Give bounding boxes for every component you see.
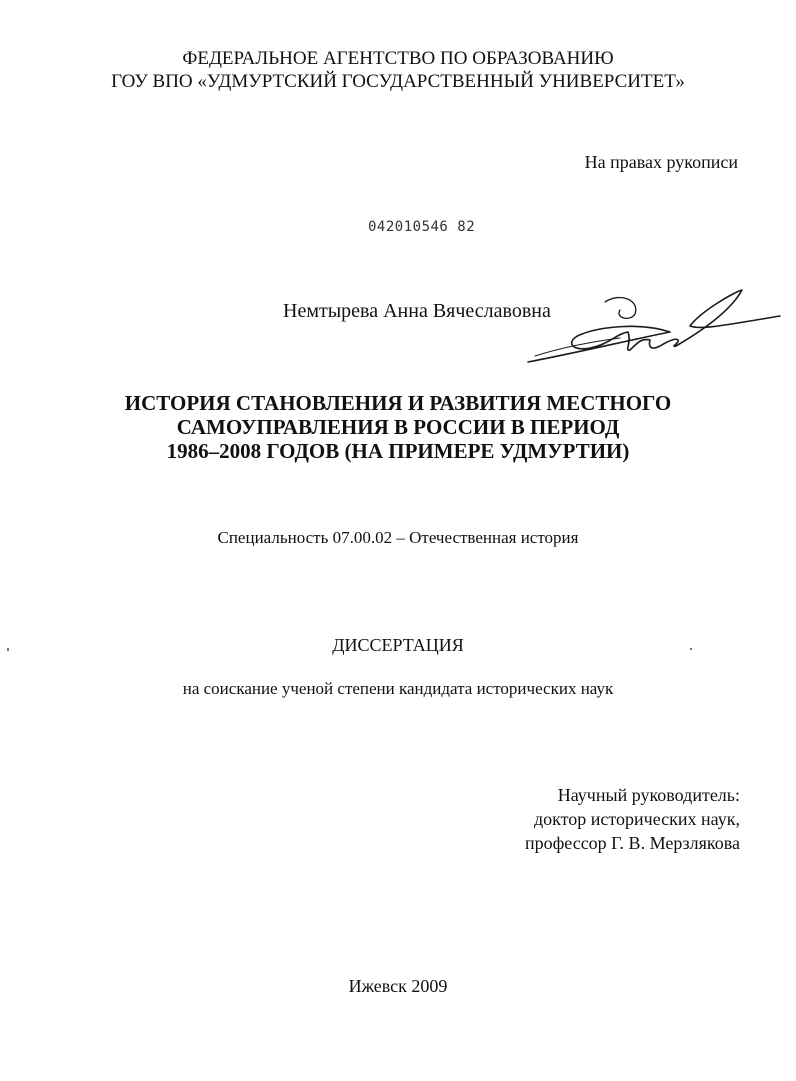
degree-line: на соискание ученой степени кандидата исторических наук: [182, 679, 614, 698]
author-name: Немтырева Анна Вячеславовна: [283, 300, 551, 322]
scan-speck: [690, 648, 692, 650]
title-line-2: САМОУПРАВЛЕНИЯ В РОССИИ В ПЕРИОД: [176, 415, 620, 439]
agency-header: ФЕДЕРАЛЬНОЕ АГЕНТСТВО ПО ОБРАЗОВАНИЮ: [182, 48, 614, 69]
supervisor-label: Научный руководитель:: [557, 785, 740, 805]
supervisor-block: [525, 783, 740, 855]
city-year: Ижевск 2009: [348, 976, 448, 996]
specialty: Специальность 07.00.02 – Отечественная история: [217, 528, 579, 547]
title-line-1: ИСТОРИЯ СТАНОВЛЕНИЯ И РАЗВИТИЯ МЕСТНОГО: [124, 391, 672, 415]
title-line-3: 1986–2008 ГОДОВ (НА ПРИМЕРЕ УДМУРТИИ): [166, 439, 630, 463]
signature-icon: [520, 282, 790, 372]
supervisor-name: профессор Г. В. Мерзлякова: [524, 833, 740, 853]
university-header: ГОУ ВПО «УДМУРТСКИЙ ГОСУДАРСТВЕННЫЙ УНИВЕРСИТЕТ»: [111, 71, 685, 92]
scan-speck: [7, 648, 9, 651]
supervisor-degree: доктор исторических наук,: [534, 809, 740, 829]
manuscript-note: На правах рукописи: [584, 152, 738, 172]
document-type: ДИССЕРТАЦИЯ: [332, 635, 464, 655]
registration-number: 042010546 82: [368, 219, 476, 235]
dissertation-title: [0, 391, 796, 463]
